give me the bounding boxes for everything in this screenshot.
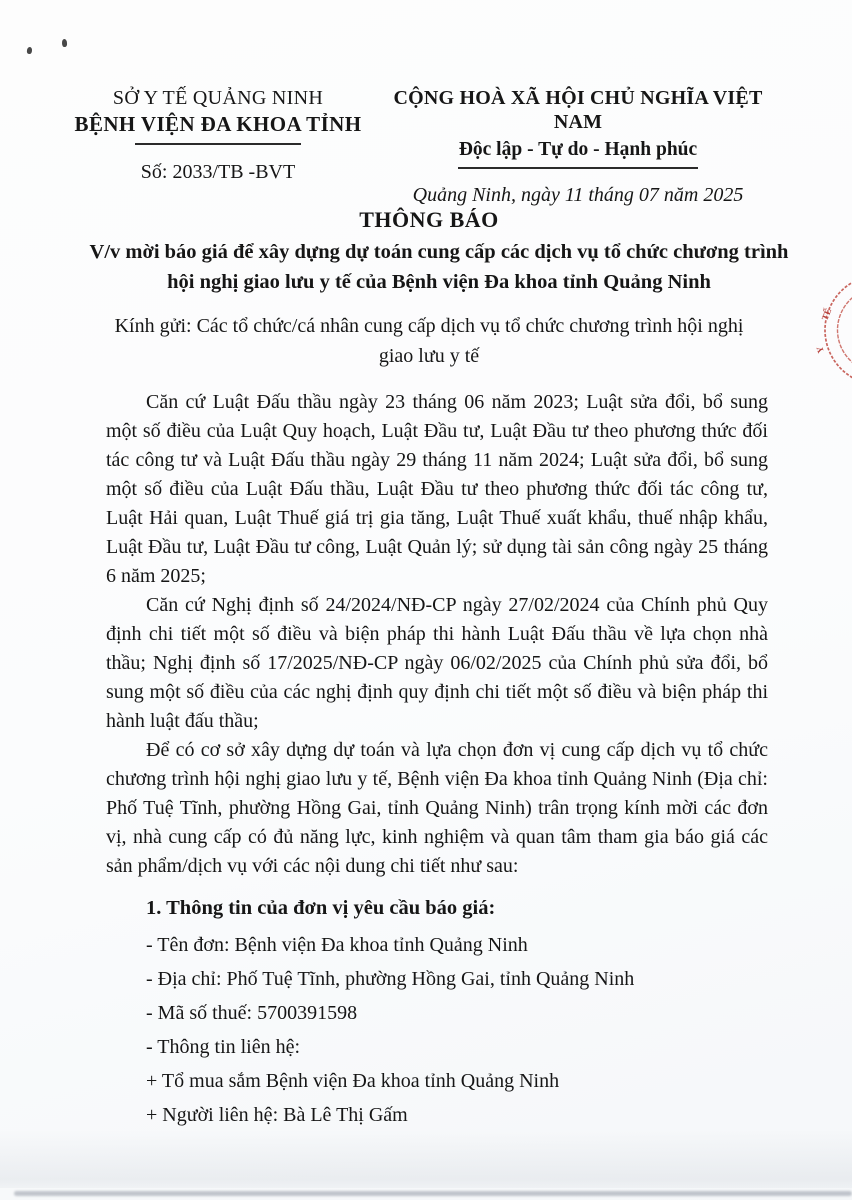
national-motto: Độc lập - Tự do - Hạnh phúc xyxy=(458,138,698,160)
national-title: CỘNG HOÀ XÃ HỘI CHỦ NGHĨA VIỆT NAM xyxy=(393,87,763,134)
stamp-text-fragment: Y xyxy=(814,345,826,355)
document-body xyxy=(106,388,768,1127)
staple-mark-icon xyxy=(27,47,33,55)
body-paragraph-legal-basis-2: Căn cứ Nghị định số 24/2024/NĐ-CP ngày 27/02/2024 của Chính phủ Quy định chi tiết một số điều và biện pháp thi hành Luật Đấu thầu về lựa chọn nhà thầu; Nghị định số 17/2025/NĐ-CP ngày 06/02/2025 của Chính phủ sửa đổi, bổ sung một số điều của các nghị định quy định chi tiết một số điều và biện pháp thi hành luật đấu thầu; xyxy=(106,594,768,732)
scan-shadow-band xyxy=(0,1130,852,1188)
info-item-address: - Địa chỉ: Phố Tuệ Tĩnh, phường Hồng Gai, tỉnh Quảng Ninh xyxy=(146,968,635,990)
scan-bottom-edge xyxy=(14,1191,852,1196)
hospital-name: BỆNH VIỆN ĐA KHOA TỈNH xyxy=(74,112,362,137)
place-date-line: Quảng Ninh, ngày 11 tháng 07 năm 2025 xyxy=(412,183,744,206)
info-item-contact-person: + Người liên hệ: Bà Lê Thị Gấm xyxy=(146,1104,408,1126)
document-subject: V/v mời báo giá để xây dựng dự toán cung cấp các dịch vụ tổ chức chương trình hội nghị giao lưu y tế của Bệnh viện Đa khoa tỉnh Quảng Ninh xyxy=(89,241,789,293)
info-item-contact-info: - Thông tin liên hệ: xyxy=(146,1036,301,1058)
body-paragraph-invitation: Để có cơ sở xây dựng dự toán và lựa chọn đơn vị cung cấp dịch vụ tổ chức chương trình hội nghị giao lưu y tế, Bệnh viện Đa khoa tỉnh Quảng Ninh (Địa chỉ: Phố Tuệ Tĩnh, phường Hồng Gai, tỉnh Quảng Ninh) trân trọng kính mời các đơn vị, nhà cung cấp có đủ năng lực, kinh nghiệm và quan tâm tham gia báo giá các sản phẩm/dịch vụ với các nội dung chi tiết như sau: xyxy=(106,739,768,877)
header-left-underline xyxy=(135,143,301,145)
stamp-text-fragment: TẾ xyxy=(819,306,834,322)
header-right-block xyxy=(382,86,774,207)
document-number: Số: 2033/TB -BVT xyxy=(140,161,296,183)
header-left-block xyxy=(0,86,436,184)
official-red-stamp-icon xyxy=(810,272,852,390)
body-paragraph-legal-basis-1: Căn cứ Luật Đấu thầu ngày 23 tháng 06 năm 2023; Luật sửa đổi, bổ sung một số điều của Luật Quy hoạch, Luật Đầu tư, Luật Đầu tư theo phương thức đối tác công tư và Luật Đấu thầu ngày 29 tháng 11 năm 2024; Luật sửa đổi, bổ sung một số điều của Luật Đấu thầu, Luật Đầu tư theo phương thức đối tác công tư, Luật Hải quan, Luật Thuế giá trị gia tăng, Luật Thuế xuất khẩu, thuế nhập khẩu, Luật Đầu tư, Luật Đầu tư công, Luật Quản lý; sử dụng tài sản công ngày 25 tháng 6 năm 2025; xyxy=(106,391,768,587)
info-item-tax-code: - Mã số thuế: 5700391598 xyxy=(146,1002,358,1024)
info-item-unit-name: - Tên đơn: Bệnh viện Đa khoa tỉnh Quảng Ninh xyxy=(146,934,528,956)
info-item-procurement-team: + Tổ mua sắm Bệnh viện Đa khoa tỉnh Quảng Ninh xyxy=(146,1070,560,1092)
salutation-line: Kính gửi: Các tổ chức/cá nhân cung cấp dịch vụ tổ chức chương trình hội nghị giao lưu y tế xyxy=(114,315,744,367)
section-1-heading: 1. Thông tin của đơn vị yêu cầu báo giá: xyxy=(146,897,496,919)
document-title: THÔNG BÁO xyxy=(359,207,499,232)
department-name: SỞ Y TẾ QUẢNG NINH xyxy=(112,87,324,109)
header-right-underline xyxy=(458,167,698,169)
staple-mark-icon xyxy=(62,39,68,47)
title-block xyxy=(86,206,789,371)
